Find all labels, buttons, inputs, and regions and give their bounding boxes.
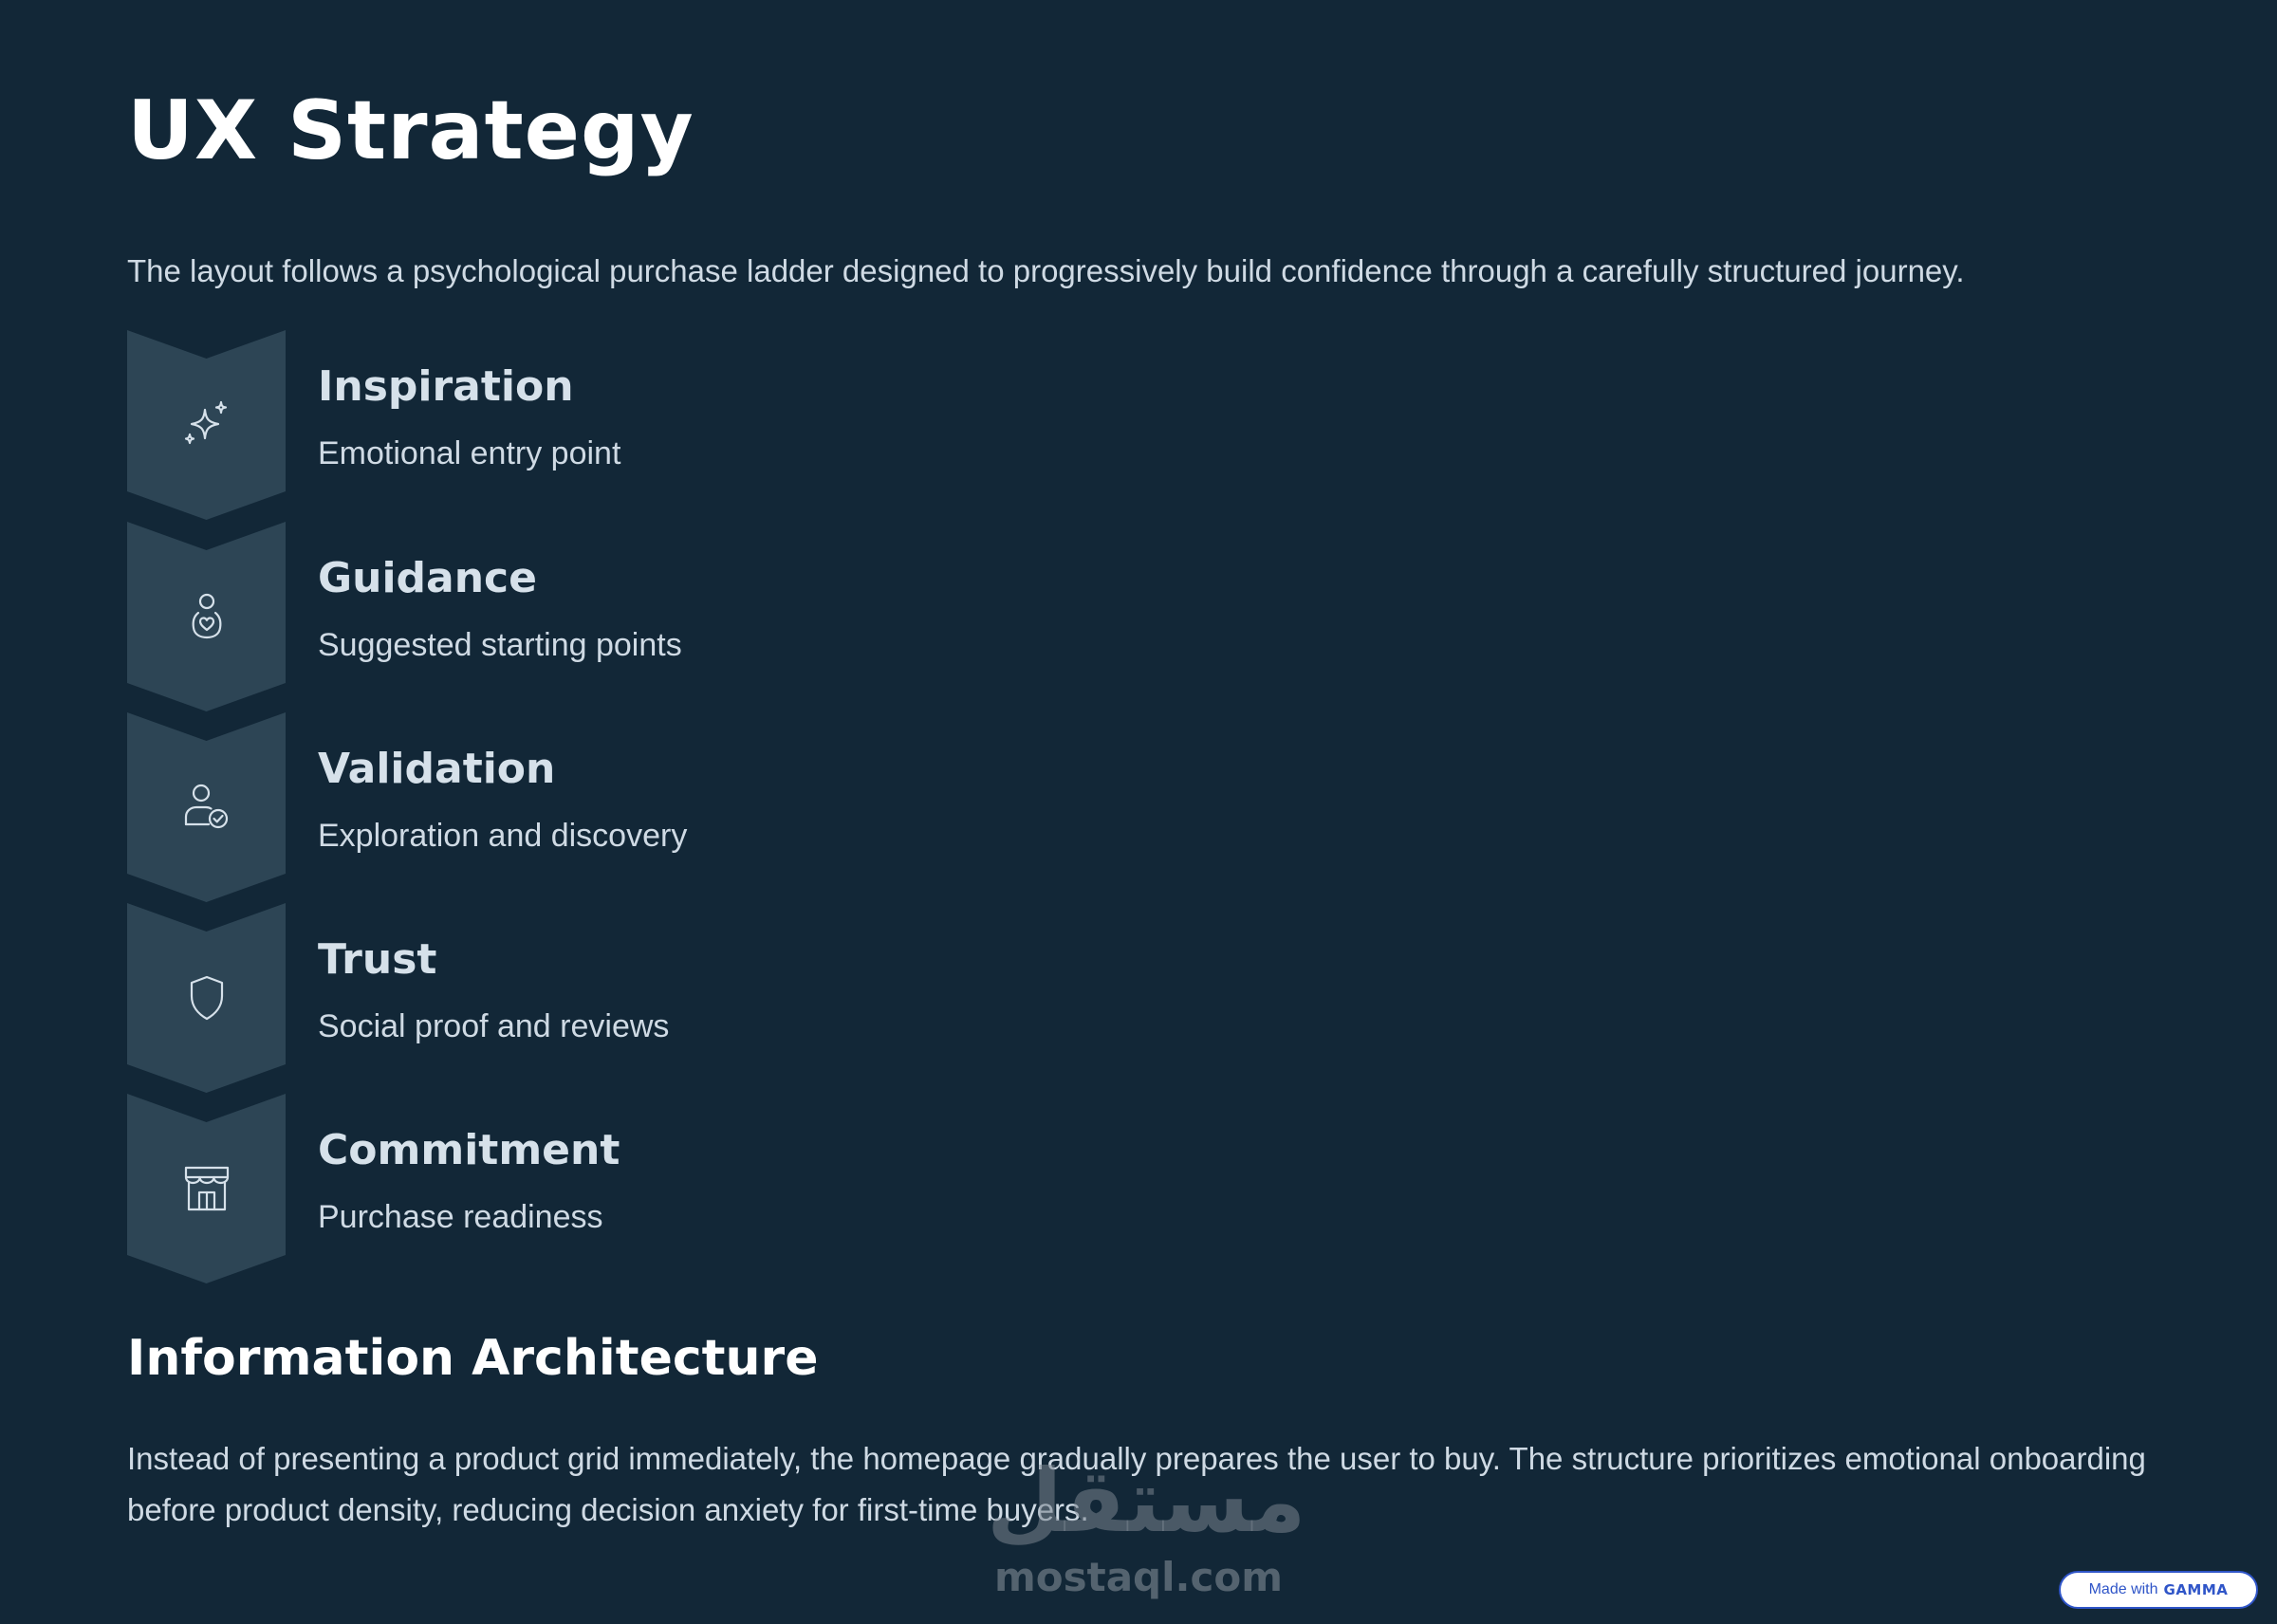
sparkles-icon [180, 398, 233, 452]
chevron-marker [127, 903, 286, 1093]
made-with-gamma-badge[interactable] [2059, 1571, 2258, 1609]
watermark-latin: mostaql.com [994, 1554, 1283, 1600]
page-title: UX Strategy [127, 83, 694, 178]
user-check-icon [180, 781, 233, 834]
ladder-step-validation [127, 712, 1266, 902]
step-subtitle: Emotional entry point [318, 435, 621, 471]
step-title: Commitment [318, 1126, 620, 1174]
shield-icon [180, 971, 233, 1024]
badge-text: Made with [2088, 1581, 2158, 1597]
ladder-step-commitment [127, 1094, 1266, 1283]
step-subtitle: Exploration and discovery [318, 818, 688, 854]
storefront-icon [180, 1162, 233, 1215]
step-subtitle: Purchase readiness [318, 1199, 603, 1235]
person-heart-icon [180, 590, 233, 643]
step-title: Inspiration [318, 362, 574, 411]
ladder-step-guidance [127, 522, 1266, 711]
step-subtitle: Social proof and reviews [318, 1008, 670, 1044]
purchase-ladder [127, 330, 1266, 1284]
step-title: Guidance [318, 554, 537, 602]
chevron-marker [127, 522, 286, 711]
step-title: Validation [318, 745, 556, 793]
section-body: Instead of presenting a product grid immediately, the homepage gradually prepares the user to buy. The structure prioritizes emotional onboarding before product density, reducing decision anxiety for first-time buyers. [127, 1441, 2146, 1527]
section-heading: Information Architecture [127, 1330, 819, 1387]
intro-paragraph: The layout follows a psychological purchase ladder designed to progressively build confidence through a carefully structured journey. [127, 253, 1965, 288]
ladder-step-trust [127, 903, 1266, 1093]
step-subtitle: Suggested starting points [318, 627, 682, 663]
gamma-logo: GAMMA [2163, 1581, 2229, 1598]
step-title: Trust [318, 935, 437, 984]
chevron-marker [127, 712, 286, 902]
chevron-marker [127, 1094, 286, 1283]
ladder-step-inspiration [127, 330, 1266, 520]
chevron-marker [127, 330, 286, 520]
watermark-arabic: مستقل [987, 1450, 1306, 1552]
